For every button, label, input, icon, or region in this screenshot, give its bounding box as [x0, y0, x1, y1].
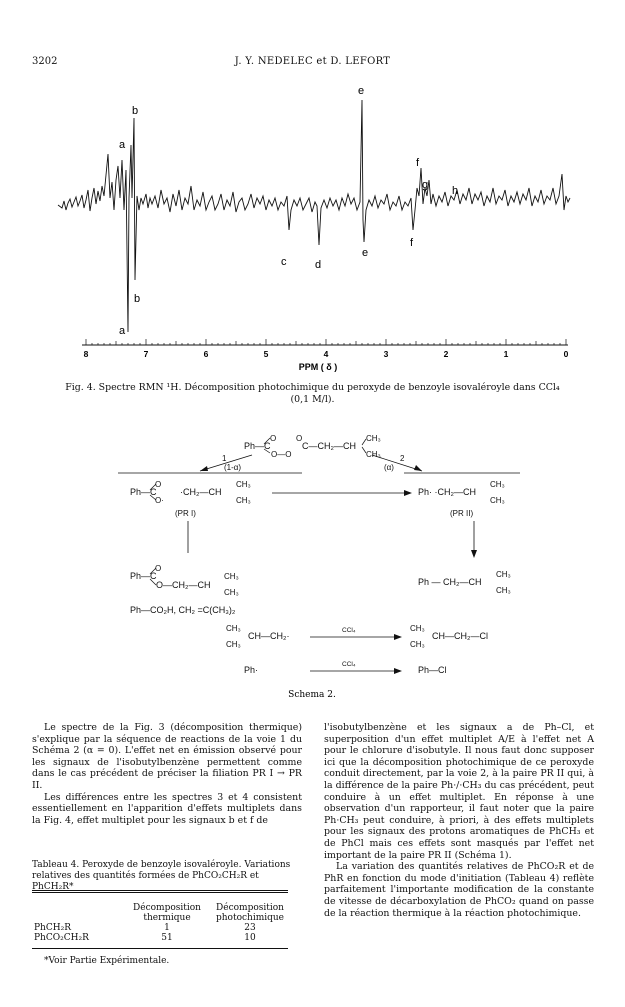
svg-text:CH₃: CH₃ [496, 570, 511, 579]
table-row: PhCO₂CH₂R 51 10 [34, 933, 256, 943]
ph-radical: Ph· [244, 665, 259, 675]
peak-label-e: e [358, 85, 365, 97]
acid-products: Ph—CO₂H, CH₂ =C(CH₃)₂ [130, 605, 236, 615]
svg-text:CH₃: CH₃ [236, 496, 251, 505]
nmr-spectrum [0, 70, 625, 375]
svg-text:CH₃: CH₃ [236, 480, 251, 489]
pr2-label: (PR II) [450, 509, 474, 518]
axis-tick-label: 7 [143, 349, 149, 359]
left-paragraph-2: Les différences entre les spectres 3 et 4 consistent essentiellement en l'apparition d'effets multiplets dans la Fig. 4, effet multiplet pour les signaux b et f de [32, 791, 302, 826]
axis-tick-label: 0 [563, 349, 569, 359]
peak-label-h: h [452, 185, 459, 197]
path1-fraction: (1-α) [224, 463, 242, 472]
pr1-left: Ph—C [130, 487, 157, 497]
ccl4-label-2: CCl₄ [342, 661, 356, 668]
table4-col1: Décomposition thermique [133, 903, 201, 923]
peak-label-g: g [422, 179, 429, 191]
path1-number: 1 [222, 454, 227, 463]
ccl4-label-1: CCl₄ [342, 627, 356, 634]
table4-title: Tableau 4. Peroxyde de benzoyle isovaléroyle. Variations relatives des quantités formées de PhCO₂CH₂R et PhCH₂R* [32, 860, 291, 892]
svg-text:O: O [296, 434, 303, 443]
right-paragraph-2: La variation des quantités relatives de PhCO₂R et de PhR en fonction du mode d'initiation (Tableau 4) reflète parfaitement l'importante modification de la constante de vitesse de décarboxylation de PhCO₂ quand on passe de la réaction thermique à la réaction photochimique. [324, 861, 594, 919]
peak-label-f-lower: f [410, 237, 414, 249]
peak-label-b-lower: b [134, 293, 141, 305]
figure-caption-line2: (0,1 M/l). [290, 394, 335, 405]
running-header: J. Y. NEDELEC et D. LEFORT [234, 56, 391, 67]
table-row: PhCH₂R 1 23 [34, 923, 256, 933]
axis-tick-label: 6 [203, 349, 209, 359]
radical-left: CH—CH₂· [248, 631, 290, 641]
svg-text:CH₃: CH₃ [410, 640, 425, 649]
pr1-radical: O· [155, 496, 164, 505]
table4 [32, 903, 288, 943]
peak-label-f: f [416, 157, 420, 169]
right-column [324, 722, 594, 919]
peak-label-c: c [281, 256, 287, 268]
path2-fraction: (α) [384, 463, 394, 472]
svg-text:CH₃: CH₃ [490, 480, 505, 489]
axis-tick-label: 2 [443, 349, 449, 359]
path2-number: 2 [400, 454, 405, 463]
figure-caption-line1: Fig. 4. Spectre RMN ¹H. Décomposition photochimique du peroxyde de benzoyle isovaléroyle dans CCl₄ [65, 382, 560, 393]
svg-text:CH₃: CH₃ [226, 624, 241, 633]
scheme-caption: Schema 2. [288, 690, 336, 700]
figure-caption [30, 382, 595, 406]
svg-text:O: O [155, 564, 162, 573]
table4-col2: Décomposition photochimique [215, 903, 285, 923]
axis-tick-label: 8 [83, 349, 89, 359]
table4-note: *Voir Partie Expérimentale. [44, 956, 170, 966]
axis-tick-label: 5 [263, 349, 269, 359]
reaction-scheme [0, 425, 625, 715]
peak-label-a-lower: a [119, 325, 126, 337]
svg-text:CH₃: CH₃ [226, 640, 241, 649]
left-column [32, 722, 302, 826]
peak-label-e-lower: e [362, 247, 369, 259]
svg-text:O: O [155, 480, 162, 489]
axis-label: PPM ( δ ) [298, 362, 338, 372]
peroxide-left: Ph—C [244, 441, 271, 451]
ch3-top: CH₃ [366, 434, 381, 443]
ester-left: Ph—C [130, 571, 157, 581]
left-paragraph-1: Le spectre de la Fig. 3 (décomposition thermique) s'explique par la séquence de reactions de la voie 1 du Schéma 2 (α = 0). L'effet net en émission observé pour les signaux de l'isobutylbenzène permettent comme dans le cas précédent de préciser la filiation PR I → PR II. [32, 722, 302, 791]
right-paragraph-1: l'isobutylbenzène et les signaux a de Ph–Cl, et superposition d'un effet multiplet A/E à l'effet net A pour le chlorure d'isobutyle. Il nous faut donc supposer ici que la décomposition photochimique de ce peroxyde conduit directement, par la voie 2, à la paire PR II qui, à la différence de la paire Ph·/·CH₃ du cas précédent, peut conduire à un effet multiplet. En réponse à une observation d'un rapporteur, il faut noter que la paire Ph·CH₃ peut conduire, à priori, à des effets multiplets pour les signaux des protons aromatiques de PhCH₃ et de PhCl mais ces effets sont masqués par l'effet net important de la paire PR II (Schéma 1). [324, 722, 594, 861]
svg-text:O: O [270, 434, 277, 443]
axis-tick-label: 3 [383, 349, 389, 359]
pr2-left: Ph· ·CH₂—CH [418, 487, 476, 497]
axis-tick-label: 1 [503, 349, 509, 359]
peak-label-d: d [315, 259, 322, 271]
radical-right: CH—CH₂—Cl [432, 631, 488, 641]
pr1-label: (PR I) [175, 509, 196, 518]
axis-tick-label: 4 [323, 349, 329, 359]
svg-text:O—O: O—O [271, 450, 292, 459]
peak-label-b: b [132, 105, 139, 117]
right-product: Ph — CH₂—CH [418, 577, 482, 587]
svg-text:CH₃: CH₃ [496, 586, 511, 595]
pr1-right: ·CH₂—CH [180, 487, 222, 497]
ph-cl: Ph—Cl [418, 665, 447, 675]
svg-text:CH₃: CH₃ [410, 624, 425, 633]
svg-text:CH₃: CH₃ [224, 572, 239, 581]
table4-header-row [32, 903, 288, 923]
page-number: 3202 [32, 56, 58, 67]
ester-right: O—CH₂—CH [156, 580, 211, 590]
peroxide-chain: C—CH₂—CH [302, 441, 356, 451]
peak-label-a: a [119, 139, 126, 151]
svg-text:CH₃: CH₃ [490, 496, 505, 505]
svg-text:CH₃: CH₃ [224, 588, 239, 597]
svg-text:CH₃: CH₃ [366, 450, 381, 459]
